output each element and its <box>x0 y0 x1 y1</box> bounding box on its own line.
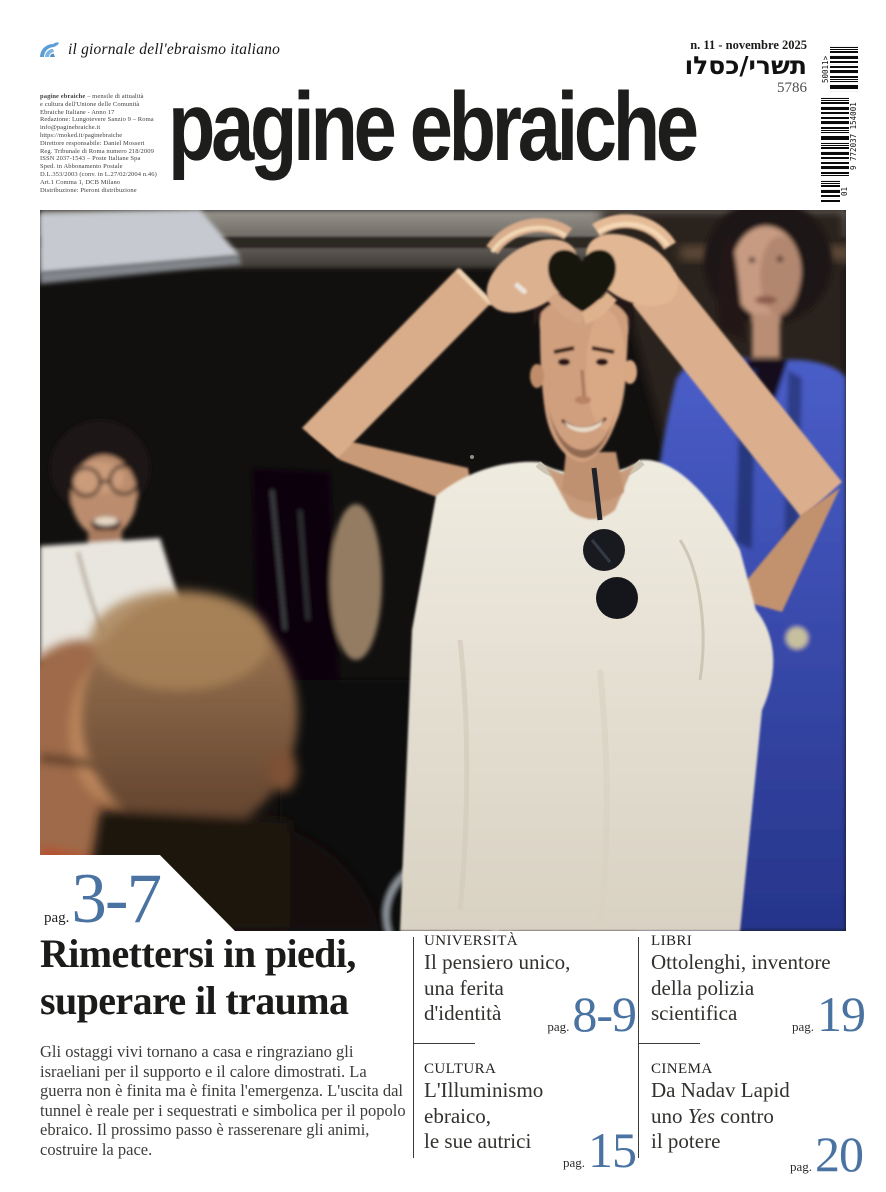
section-title-line: Da Nadav Lapid <box>651 1078 790 1102</box>
section-page-ref <box>547 986 636 1042</box>
issue-barcode <box>821 46 858 202</box>
section-title-line: il potere <box>651 1129 721 1153</box>
issue-number: n. 11 - novembre 2025 <box>690 38 807 52</box>
barcode-stripes <box>821 180 840 202</box>
wing-logo-icon <box>38 40 60 60</box>
section-kicker: CULTURA <box>424 1061 497 1077</box>
section-title-line: uno Yes contro <box>651 1103 774 1128</box>
imprint-line: D.L.353/2003 (conv. in L.27/02/2004 n.46) <box>40 170 157 178</box>
section-title-line: Ottolenghi, inventore <box>651 950 831 974</box>
headline-line-1: Rimettersi in piedi, <box>40 931 356 976</box>
imprint <box>40 93 182 194</box>
pag-label: pag. <box>44 909 70 926</box>
cover-photo-illustration <box>40 210 846 938</box>
index-section-cultura <box>424 1061 638 1178</box>
imprint-line: Ebraiche Italiane - Anno 17 <box>40 108 115 116</box>
masthead-title: pagine ebraiche <box>168 72 695 181</box>
barcode-tail <box>821 180 849 202</box>
section-title-line: Il pensiero unico, <box>424 950 571 974</box>
imprint-line: https://moked.it/paginebraiche <box>40 131 123 139</box>
index-section-universita <box>424 933 638 1042</box>
white-tshirt <box>400 460 773 931</box>
section-title-line: le sue autrici <box>424 1129 532 1153</box>
issue-block <box>685 38 807 97</box>
headline-line-2: superare il trauma <box>40 978 349 1023</box>
cover-page-ref <box>44 859 161 938</box>
section-title-line: ebraico, <box>424 1103 492 1128</box>
imprint-line: ISSN 2037-1543 – Poste Italiane Spa <box>40 155 141 163</box>
hebrew-month-range: תשרי/כסלו <box>684 51 807 80</box>
imprint-line: pagine ebraiche – mensile di attualità <box>40 93 144 100</box>
section-page-ref <box>789 1126 863 1182</box>
film-title-italic: Yes <box>687 1103 715 1128</box>
imprint-line: Art.1 Comma 1, DCB Milano <box>40 178 121 186</box>
lead-story <box>40 930 406 1160</box>
imprint-line: Distribuzione: Pieroni distribuzione <box>40 186 137 194</box>
section-page-number: 20 <box>815 1126 863 1182</box>
column-divider <box>413 937 414 1158</box>
section-page-number: 8-9 <box>572 986 636 1042</box>
section-title-line: L'Illuminismo <box>424 1078 544 1102</box>
section-divider <box>413 1043 475 1044</box>
imprint-line: Sped. in Abbonamento Postale <box>40 163 123 171</box>
lead-headline <box>40 930 406 1024</box>
imprint-line: Redazione: Lungotevere Sanzio 9 – Roma <box>40 116 154 124</box>
name-badge <box>786 627 808 649</box>
tagline: il giornale dell'ebraismo italiano <box>68 41 281 58</box>
pag-label: pag. <box>789 1159 812 1174</box>
barcode-stripes <box>821 97 849 176</box>
index-section-libri <box>651 933 865 1042</box>
section-kicker: UNIVERSITÀ <box>424 933 518 949</box>
pag-label: pag. <box>791 1019 814 1034</box>
section-divider <box>638 1043 700 1044</box>
topbar-brand <box>38 40 280 60</box>
barcode-tail-code: 01 <box>840 186 849 196</box>
section-kicker: LIBRI <box>651 933 693 949</box>
barcode-addon-code: 50011> <box>821 55 830 83</box>
section-page-ref <box>791 986 865 1042</box>
section-title-line: una ferita <box>424 975 504 1000</box>
column-divider <box>638 937 639 1158</box>
section-title-line: della polizia <box>651 975 755 1000</box>
pag-label: pag. <box>547 1019 570 1034</box>
section-page-number: 19 <box>817 986 865 1042</box>
barcode-stripes <box>830 46 858 92</box>
section-title-line: scientifica <box>651 1001 738 1025</box>
barcode-ean-code: 9 772037 154001 <box>849 102 858 171</box>
imprint-line: Direttore responsabile: Daniel Mosseri <box>40 139 145 147</box>
imprint-line: info@paginebraiche.it <box>40 124 101 132</box>
imprint-line: e cultura dell'Unione delle Comunità <box>40 100 140 108</box>
section-kicker: CINEMA <box>651 1061 713 1077</box>
index-section-cinema <box>651 1061 865 1182</box>
cover-photo <box>40 210 846 938</box>
cover-page-number: 3-7 <box>71 859 161 938</box>
section-title-line: d'identità <box>424 1001 502 1025</box>
hebrew-year: 5786 <box>777 80 807 96</box>
section-page-ref <box>562 1122 636 1178</box>
pag-label: pag. <box>562 1155 585 1170</box>
barcode-main <box>821 97 858 176</box>
barcode-addon <box>821 46 858 92</box>
imprint-line: Reg. Tribunale di Roma numero 218/2009 <box>40 147 154 155</box>
section-page-number: 15 <box>588 1122 636 1178</box>
lead-body: Gli ostaggi vivi tornano a casa e ringraziano gli israeliani per il supporto e il calore dimostrati. La guerra non è finita ma è finita l'emergenza. L'uscita dal tunnel è reale per i sequestrati e simbolica per il popolo ebraico. Il prossimo passo è rasserenare gli animi, costruire la pace. <box>40 1042 406 1159</box>
